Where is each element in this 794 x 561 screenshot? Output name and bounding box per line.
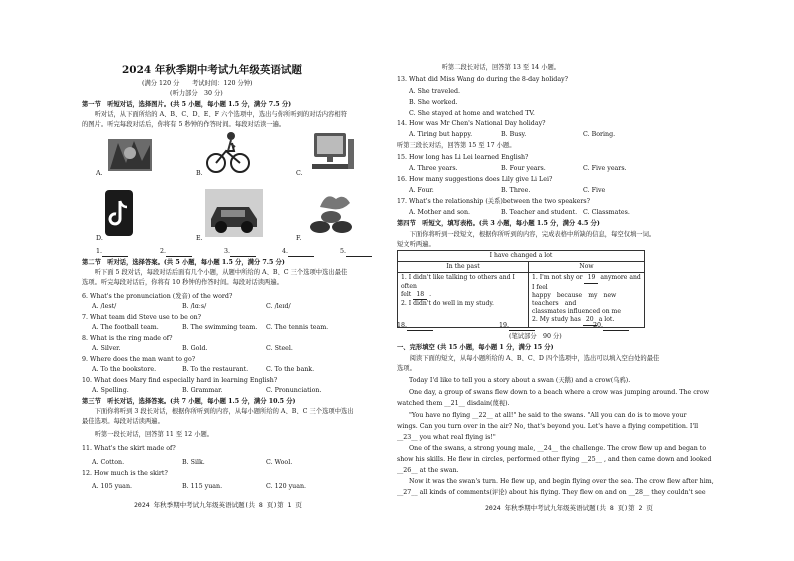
now-item-2: 2. My study has 20 a lot.: [532, 316, 641, 325]
q10-option-c[interactable]: C. Pronunciation.: [266, 387, 322, 394]
picture-label-f: F.: [296, 235, 302, 242]
q11-option-b[interactable]: B. Silk.: [182, 459, 205, 466]
shopping-goods-image: [104, 133, 156, 175]
table-cell-past: [398, 273, 529, 327]
passage-line-4: "You have no flying __22__ at all!" he said to the swans. "All you can do is to move your: [409, 412, 687, 419]
answer-blank-20[interactable]: 20.: [593, 322, 629, 331]
section-4-instructions-2: 短文听两遍。: [397, 241, 435, 248]
tiktok-phone-image: [104, 189, 134, 237]
table-header-past: In the past: [398, 262, 529, 273]
q17-option-a[interactable]: A. Mother and son.: [409, 209, 471, 216]
q7-option-a[interactable]: A. The football team.: [92, 324, 159, 331]
table-title: I have changed a lot: [398, 251, 645, 262]
q17-option-c[interactable]: C. Classmates.: [583, 209, 630, 216]
q16-option-b[interactable]: B. Three.: [501, 187, 531, 194]
q7-option-c[interactable]: C. The tennis team.: [266, 324, 329, 331]
now-item-1: 1. I'm not shy or 19 anymore and I feel: [532, 274, 641, 291]
q13-option-b[interactable]: B. She worked.: [409, 99, 458, 106]
q17-option-b[interactable]: B. Teacher and student.: [501, 209, 578, 216]
passage-line-10: Now it was the swan's turn. He flew up, and begin flying over the sea. The crow flew after him,: [409, 478, 714, 485]
q15-option-c[interactable]: C. Five years.: [583, 165, 627, 172]
table-blank-19[interactable]: 19: [584, 274, 598, 283]
exam-page-2: [397, 0, 794, 561]
question-13: 13. What did Miss Wang do during the 8-day holiday?: [397, 76, 569, 83]
q14-option-b[interactable]: B. Busy.: [501, 131, 527, 138]
q15-option-b[interactable]: B. Four years.: [501, 165, 546, 172]
q13-option-c[interactable]: C. She stayed at home and watched TV.: [409, 110, 535, 117]
passage-line-1: Today I'd like to tell you a story about a swan (天鹅) and a crow(乌鸦).: [409, 377, 631, 384]
section-1-instructions: 听对话，从下面所给的 A、B、C、D、E、F 六个选项中，选出与你所听到的对话内容相符: [82, 111, 347, 118]
question-7: 7. What team did Steve use to be on?: [82, 314, 202, 321]
past-item-2: 2. I didn't do well in my study.: [401, 300, 494, 308]
listening-part-label: (听力部分 30 分): [170, 90, 223, 97]
past-item-1-cont: felt 18 .: [401, 291, 525, 300]
q16-option-a[interactable]: A. Four.: [409, 187, 434, 194]
passage-line-11: __27__ all kinds of comments(评论) about his flying. They flew on and on __28__ they couldn't see: [397, 489, 706, 496]
q10-option-b[interactable]: B. Grammar.: [182, 387, 223, 394]
q15-option-a[interactable]: A. Three years.: [409, 165, 458, 172]
answer-blank-2[interactable]: 2.: [160, 248, 192, 257]
answer-blank-4[interactable]: 4.: [282, 248, 314, 257]
now-item-1-cont: happy because my new teachers and: [532, 291, 623, 308]
picture-label-e: E.: [196, 235, 203, 242]
passage-line-8: show his skills. He flew in circles, performed other flying __25__ , and then came down and looked: [397, 456, 712, 463]
q12-option-c[interactable]: C. 120 yuan.: [266, 483, 307, 490]
section-3-intro: 听第一段长对话，回答第 11 至 12 小题。: [82, 431, 214, 438]
q8-option-a[interactable]: A. Silver.: [92, 345, 121, 352]
passage-line-9: __26__ at the swan.: [397, 467, 459, 474]
section-4-instructions: 下面你将听到一段短文，根据你所听到的内容，完成表格中所缺的信息，每空仅填一词。: [397, 231, 656, 238]
table-header-now: Now: [529, 262, 645, 273]
question-17: 17. What's the relationship (关系)between the two speakers?: [397, 198, 590, 205]
section-2-heading: 第二节 听对话，选择答案。(共 5 小题，每小题 1.5 分，满分 7.5 分): [82, 259, 285, 266]
fill-in-table: [397, 250, 645, 328]
q13-option-a[interactable]: A. She traveled.: [409, 88, 460, 95]
table-cell-now: [529, 273, 645, 327]
now-item-1-cont-2: classmates influenced on me: [532, 308, 621, 316]
table-blank-20[interactable]: 20: [583, 316, 597, 325]
q6-option-a[interactable]: A. /lest/: [92, 303, 117, 310]
picture-label-a: A.: [96, 170, 103, 177]
cycling-image: [204, 131, 252, 175]
answer-blank-1[interactable]: 1.: [96, 248, 128, 257]
question-15: 15. How long has Li Lei learned English?: [397, 154, 529, 161]
q14-option-a[interactable]: A. Tiring but happy.: [409, 131, 473, 138]
q14-option-c[interactable]: C. Boring.: [583, 131, 616, 138]
written-part-label: (笔试部分 90 分): [509, 333, 562, 340]
question-8: 8. What is the ring made of?: [82, 335, 173, 342]
q9-option-b[interactable]: B. To the restaurant.: [182, 366, 249, 373]
computer-image: [308, 131, 356, 175]
long-dialogue-2-intro: 听第二段长对话，回答第 13 至 14 小题。: [429, 64, 561, 71]
section-3-heading: 第三节 听长对话，选择答案。(共 7 小题，每小题 1.5 分，满分 10.5 分): [82, 398, 296, 405]
q12-option-a[interactable]: A. 105 yuan.: [92, 483, 132, 490]
cloze-instructions-2: 选项。: [397, 365, 416, 372]
past-item-1: 1. I didn't like talking to others and I often: [401, 274, 515, 290]
section-2-instructions: 听下面 5 段对话，每段对话后面有几个小题，从题中所给的 A、B、C 三个选项中选出最佳: [82, 269, 348, 276]
q6-option-c[interactable]: C. /leɪd/: [266, 303, 291, 310]
passage-line-6: __23__ you what real flying is!": [397, 434, 496, 441]
question-14: 14. How was Mr Chen's National Day holiday?: [397, 120, 546, 127]
question-10: 10. What does Mary find especially hard in learning English?: [82, 377, 278, 384]
section-1-instructions-2: 的图片。听完每段对话后，你将有 5 秒钟的作答时间。每段对话读一遍。: [82, 121, 286, 128]
question-16: 16. How many suggestions does Lily give Li Lei?: [397, 176, 553, 183]
passage-line-7: One of the swans, a strong young male, __24__ the challenge. The crow flew up and began to: [409, 445, 707, 452]
section-3-instructions-2: 最佳选项。每段对话读两遍。: [82, 418, 164, 425]
question-6: 6. What's the pronunciation (发音) of the word?: [82, 293, 233, 300]
section-1-heading: 第一节 听短对话，选择图片。(共 5 小题，每小题 1.5 分，满分 7.5 分): [82, 101, 292, 108]
page-2-footer: 2024 年秋季期中考试九年级英语试题(共 8 页)第 2 页: [485, 504, 653, 512]
picture-label-d: D.: [96, 235, 103, 242]
exam-meta: (满分 120 分 考试时间：120 分钟): [142, 80, 253, 87]
q9-option-c[interactable]: C. To the bank.: [266, 366, 315, 373]
picture-label-b: B.: [196, 170, 203, 177]
q8-option-c[interactable]: C. Steel.: [266, 345, 293, 352]
car-image: [205, 189, 263, 237]
passage-line-3: watched them __21__ disdain(蔑视).: [397, 400, 510, 407]
cloze-heading: 一、完形填空 (共 15 小题，每小题 1 分，满分 15 分): [397, 344, 554, 351]
passage-line-5: wings. Can you turn over in the air? No, that's beyond you. Let's have a flying competition. I'll: [397, 423, 699, 430]
q10-option-a[interactable]: A. Spelling.: [92, 387, 129, 394]
q8-option-b[interactable]: B. Gold.: [182, 345, 208, 352]
q7-option-b[interactable]: B. The swimming team.: [182, 324, 258, 331]
answer-blank-3[interactable]: 3.: [224, 248, 256, 257]
page-1-footer: 2024 年秋季期中考试九年级英语试题(共 8 页)第 1 页: [134, 501, 302, 509]
question-9: 9. Where does the man want to go?: [82, 356, 196, 363]
answer-blank-19[interactable]: 19.: [499, 322, 535, 331]
q9-option-a[interactable]: A. To the bookstore.: [92, 366, 157, 373]
table-blank-18[interactable]: 18: [413, 291, 427, 300]
q6-option-b[interactable]: B. /lɑːs/: [182, 303, 207, 310]
answer-blank-18[interactable]: 18.: [397, 322, 433, 331]
section-2-instructions-2: 选项。听完每段对话后，你将有 10 秒钟的作答时间。每段对话读两遍。: [82, 279, 283, 286]
q16-option-c[interactable]: C. Five: [583, 187, 606, 194]
section-4-heading: 第四节 听短文，填写表格。(共 3 小题，每小题 1.5 分，满分 4.5 分): [397, 220, 600, 227]
cloze-instructions: 阅读下面的短文，从每小题所给的 A、B、C、D 四个选项中，选出可以填入空白处的最佳: [397, 355, 660, 362]
question-11: 11. What's the skirt made of?: [82, 445, 176, 452]
passage-line-2: One day, a group of swans flew down to a beach where a crow was jumping around. The crow: [409, 389, 709, 396]
exam-title: 2024 年秋季期中考试九年级英语试题: [122, 64, 302, 76]
q11-option-c[interactable]: C. Wool.: [266, 459, 293, 466]
question-12: 12. How much is the skirt?: [82, 470, 168, 477]
q12-option-b[interactable]: B. 115 yuan.: [182, 483, 223, 490]
long-dialogue-3-intro: 听第三段长对话，回答第 15 至 17 小题。: [397, 142, 516, 149]
section-3-instructions: 下面你将听到 3 段长对话，根据你所听到的内容，从每小题所给的 A、B、C 三个选项中选出: [82, 408, 354, 415]
answer-blank-5[interactable]: 5.: [340, 248, 372, 257]
stacked-items-image: [306, 189, 358, 237]
q11-option-a[interactable]: A. Cotton.: [92, 459, 125, 466]
picture-label-c: C.: [296, 170, 303, 177]
